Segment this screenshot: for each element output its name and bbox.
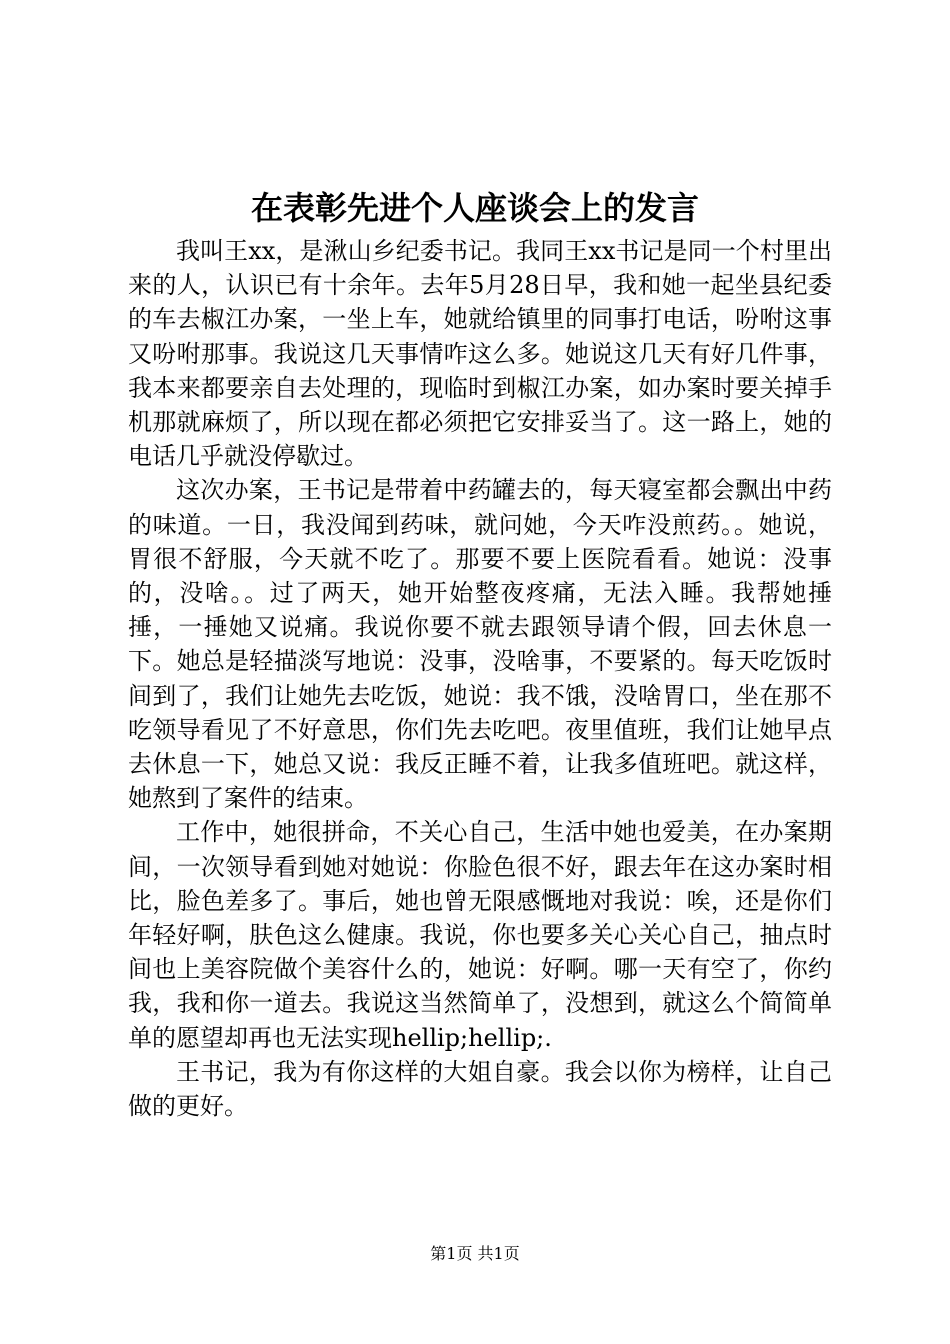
document-body [128,234,832,1123]
page-footer: 第1页 共1页 [430,1244,520,1263]
paragraph-2: 这次办案，王书记是带着中药罐去的，每天寝室都会飘出中药的味道。一日，我没闻到药味，就问她，今天咋没煎药。。她说，胃很不舒服，今天就不吃了。那要不要上医院看看。她说：没事的，没啥。。过了两天，她开始整夜疼痛，无法入睡。我帮她捶捶，一捶她又说痛。我说你要不就去跟领导请个假，回去休息一下。她总是轻描淡写地说：没事，没啥事，不要紧的。每天吃饭时间到了，我们让她先去吃饭，她说：我不饿，没啥胃口，坐在那不吃领导看见了不好意思，你们先去吃吧。夜里值班，我们让她早点去休息一下，她总又说：我反正睡不着，让我多值班吧。就这样，她熬到了案件的结束。 [128,476,832,813]
document-title: 在表彰先进个人座谈会上的发言 [250,189,699,227]
paragraph-4: 王书记，我为有你这样的大姐自豪。我会以你为榜样，让自己做的更好。 [128,1057,832,1121]
paragraph-3: 工作中，她很拼命，不关心自己，生活中她也爱美，在办案期间，一次领导看到她对她说：你脸色很不好，跟去年在这办案时相比，脸色差多了。事后，她也曾无限感慨地对我说：唉，还是你们年轻好啊，肤色这么健康。我说，你也要多关心关心自己，抽点时间也上美容院做个美容什么的，她说：好啊。哪一天有空了，你约我，我和你一道去。我说这当然简单了，没想到，就这么个简简单单的愿望却再也无法实现hellip;hellip;. [128,818,832,1052]
paragraph-1: 我叫王xx，是湫山乡纪委书记。我同王xx书记是同一个村里出来的人，认识已有十余年。去年5月28日早，我和她一起坐县纪委的车去椒江办案，一坐上车，她就给镇里的同事打电话，吩咐这事又吩咐那事。我说这几天事情咋这么多。她说这几天有好几件事，我本来都要亲自去处理的，现临时到椒江办案，如办案时要关掉手机那就麻烦了，所以现在都必须把它安排妥当了。这一路上，她的电话几乎就没停歇过。 [128,237,832,471]
